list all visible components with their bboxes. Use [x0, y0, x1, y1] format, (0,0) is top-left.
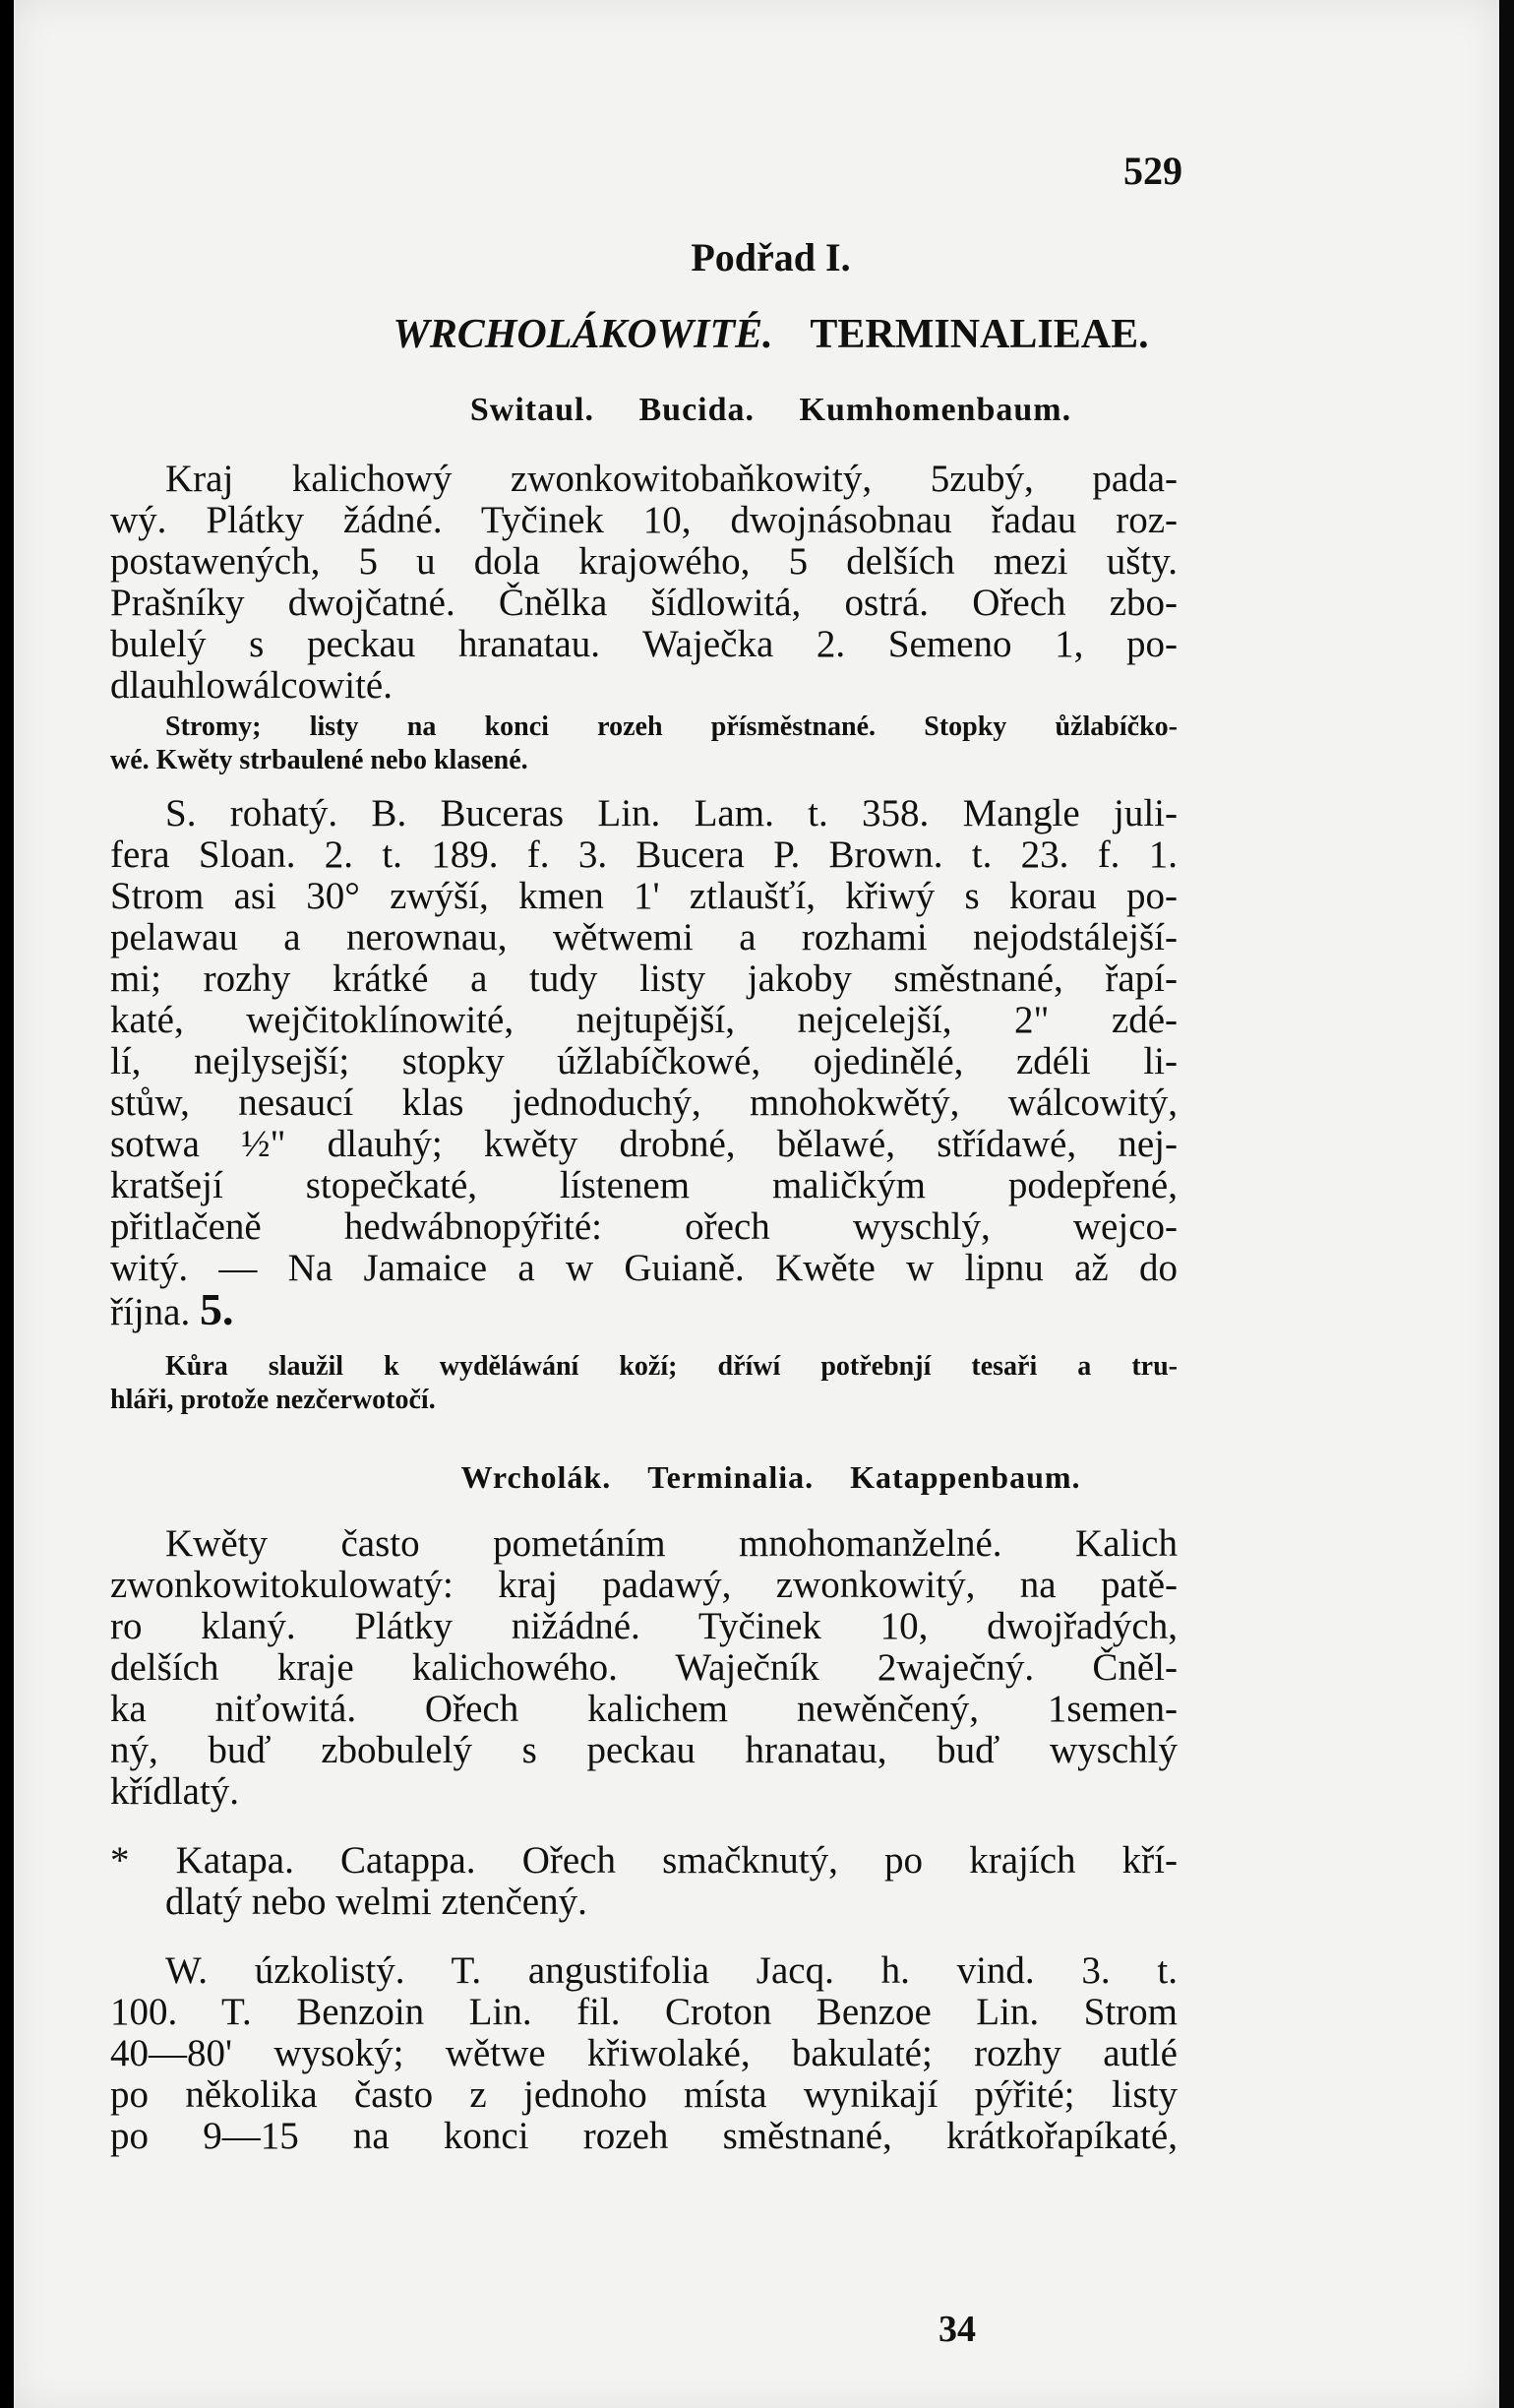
text-line: lí, nejlysejší; stopky úžlabíčkowé, ojedinělé, zdéli li-	[110, 1040, 1178, 1082]
text-line: ka niťowitá. Ořech kalichem newěnčený, 1semen-	[110, 1688, 1178, 1730]
genus-name: Katappenbaum.	[850, 1459, 1081, 1495]
text-line: fera Sloan. 2. t. 189. f. 3. Bucera P. Brown. t. 23. f. 1.	[110, 834, 1178, 876]
text-line: delších kraje kalichowého. Waječník 2waječný. Čněl-	[110, 1646, 1178, 1689]
text-line: S. rohatý. B. Buceras Lin. Lam. t. 358. Mangle juli-	[165, 792, 1178, 834]
text-line: postawených, 5 u dola krajowého, 5 delších mezi ušty.	[110, 540, 1178, 583]
family-name: Kumhomenbaum.	[799, 392, 1072, 428]
species-terminalia-description	[110, 1950, 1178, 2157]
text-line: wý. Plátky žádné. Tyčinek 10, dwojnásobnau řadau roz-	[110, 499, 1178, 541]
mark-5: 5.	[199, 1284, 234, 1334]
text-line: Prašníky dwojčatné. Čnělka šídlowitá, ostrá. Ořech zbo-	[110, 582, 1178, 624]
family-name: Bucida.	[638, 392, 756, 428]
text-line: wé. Kwěty strbaulené nebo klasené.	[110, 745, 528, 775]
printer-signature: 34	[939, 2309, 976, 2350]
text-line: dlatý nebo welmi ztenčený.	[165, 1881, 587, 1923]
subgenus-catappa	[110, 1840, 1178, 1923]
text-line: Kraj kalichowý zwonkowitobaňkowitý, 5zubý, pada-	[165, 458, 1178, 500]
text-line: kratšejí stopečkaté, lístenem maličkým podepřené,	[110, 1164, 1178, 1206]
text-line: Strom asi 30° zwýší, kmen 1' ztlaušťí, křiwý s korau po-	[110, 875, 1178, 917]
family-heading-latin: TERMINALIEAE.	[810, 312, 1149, 357]
text-line: října. 5.	[110, 1284, 234, 1334]
text-line: po několika často z jednoho místa wynikají pýřité; listy	[110, 2073, 1178, 2116]
text-line: ný, buď zbobulelý s peckau hranatau, buď wyschlý	[110, 1729, 1178, 1771]
text-line: Kwěty často pometáním mnohomanželné. Kalich	[165, 1522, 1178, 1565]
text-line: mi; rozhy krátké a tudy listy jakoby směstnané, řapí-	[110, 957, 1178, 1000]
genus-name: Wrcholák.	[460, 1459, 612, 1495]
text-line: Stromy; listy na konci rozeh přísměstnané. Stopky ůžlabíčko-	[165, 711, 1178, 742]
text-line: ro klaný. Plátky nižádné. Tyčinek 10, dwojřadých,	[110, 1605, 1178, 1647]
text-line: zwonkowitokulowatý: kraj padawý, zwonkowitý, na patě-	[110, 1564, 1178, 1606]
species-bucida-note	[110, 1350, 1178, 1417]
text-line: hláři, protože nezčerwotočí.	[110, 1385, 436, 1415]
family-names	[14, 392, 1514, 429]
page-edge-shadow	[1500, 0, 1514, 2408]
text-line: dlauhlowálcowité.	[110, 664, 393, 707]
species-bucida-description	[110, 793, 1178, 1333]
text-line: pelawau a nerownau, wětwemi a rozhami nejodstálejší-	[110, 916, 1178, 958]
book-page	[14, 0, 1499, 2408]
text-line: přitlačeně hedwábnopýřité: ořech wyschlý, wejco-	[110, 1205, 1178, 1248]
family-heading	[14, 311, 1514, 358]
genus-description	[110, 1523, 1178, 1813]
genus-names	[14, 1459, 1514, 1496]
page-number: 529	[1123, 149, 1182, 193]
text-line: W. úzkolistý. T. angustifolia Jacq. h. vind. 3. t.	[165, 1949, 1178, 1992]
order-heading: Podřad I.	[691, 235, 851, 279]
text-line: Kůra slaužil k wyděláwání koží; dříwí potřebnjí tesaři a tru-	[165, 1351, 1178, 1382]
family-description	[110, 459, 1178, 707]
text-line: katé, wejčitoklínowité, nejtupější, nejcelejší, 2" zdé-	[110, 999, 1178, 1041]
family-name: Switaul.	[469, 392, 594, 428]
genus-name: Terminalia.	[647, 1459, 815, 1495]
family-heading-czech: WRCHOLÁKOWITÉ.	[393, 312, 773, 357]
text-line: sotwa ½" dlauhý; kwěty drobné, bělawé, střídawé, nej-	[110, 1123, 1178, 1165]
text-line: * Katapa. Catappa. Ořech smačknutý, po krajích kří-	[110, 1839, 1178, 1882]
text-line: křídlatý.	[110, 1770, 240, 1813]
text-line: witý. — Na Jamaice a w Guianě. Kwěte w lipnu až do	[110, 1247, 1178, 1289]
text-line: bulelý s peckau hranatau. Waječka 2. Semeno 1, po-	[110, 623, 1178, 665]
family-note	[110, 710, 1178, 777]
text-line: 100. T. Benzoin Lin. fil. Croton Benzoe Lin. Strom	[110, 1991, 1178, 2033]
text-line: po 9—15 na konci rozeh směstnané, krátkořapíkaté,	[110, 2115, 1178, 2157]
text-line: 40—80' wysoký; wětwe křiwolaké, bakulaté; rozhy autlé	[110, 2032, 1178, 2074]
text-line: stůw, nesaucí klas jednoduchý, mnohokwětý, wálcowitý,	[110, 1081, 1178, 1124]
